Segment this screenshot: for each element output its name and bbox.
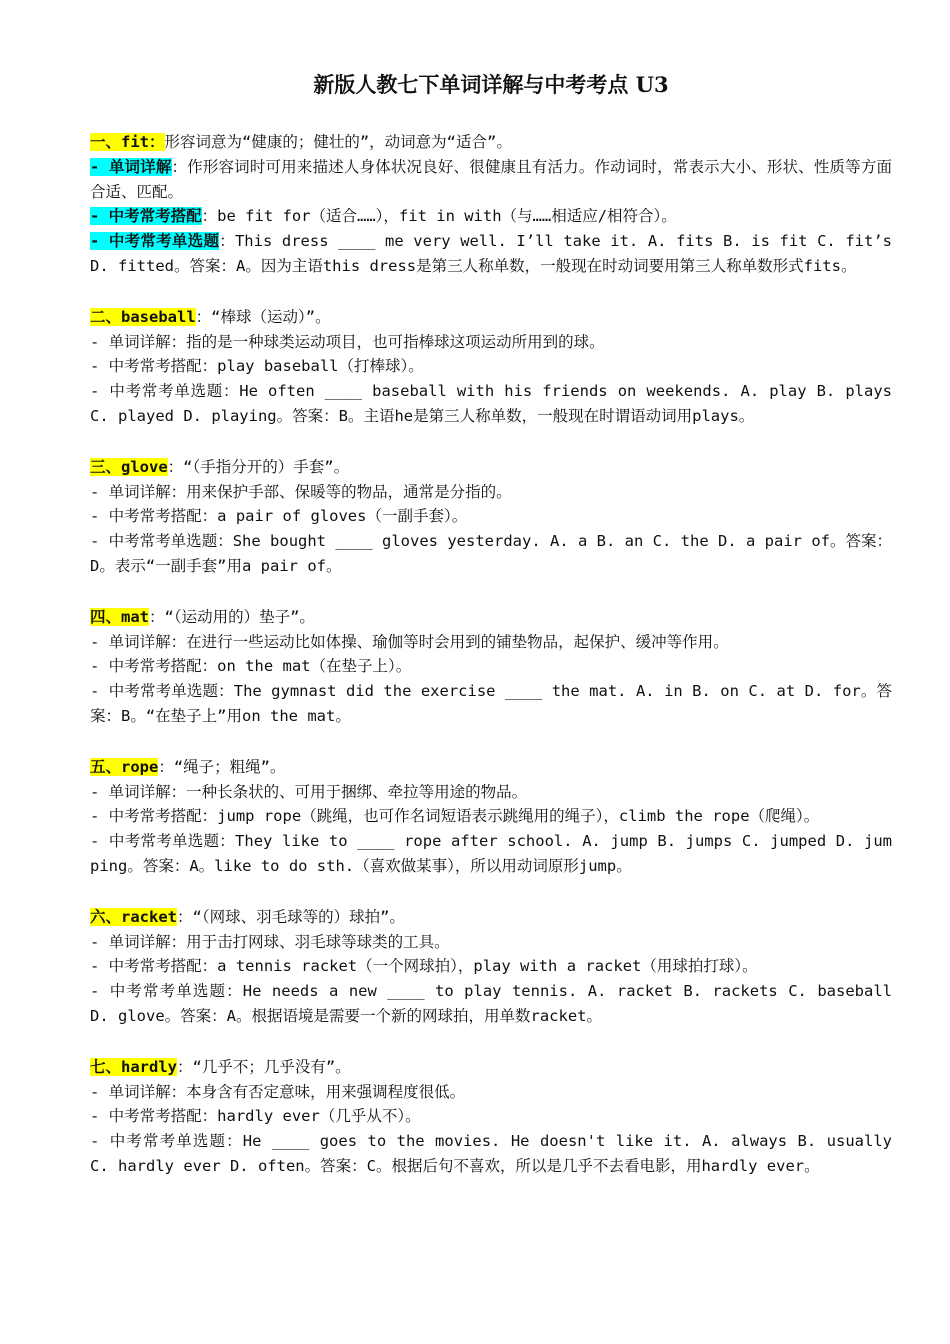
entry-collocation: - 中考常考搭配：on the mat（在垫子上）。 (90, 657, 412, 676)
entry-meaning: ：“（网球、羽毛球等的）球拍”。 (177, 907, 405, 926)
entry-collocation: - 中考常考搭配：play baseball（打棒球）。 (90, 357, 424, 376)
entry-rope (90, 755, 892, 879)
entry-question: - 中考常考单选题：He ____ goes to the movies. He doesn't like it. A. always B. usually C. hardly ever D. often。答案：C。根据后句不喜欢，所以是几乎不去看电影，用hardly ever。 (90, 1132, 892, 1175)
entry-mat (90, 605, 892, 729)
entry-heading (90, 305, 892, 330)
entry-glove (90, 455, 892, 579)
entry-fit (90, 130, 892, 279)
entry-meaning: ：“绳子；粗绳”。 (158, 757, 286, 776)
detail-label: - 单词详解 (90, 157, 172, 176)
entry-question: - 中考常考单选题：They like to ____ rope after school. A. jump B. jumps C. jumped D. jumping。答案：A。like to do sth.（喜欢做某事），所以用动词原形jump。 (90, 832, 892, 875)
entry-collocation: - 中考常考搭配：a tennis racket（一个网球拍），play with a racket（用球拍打球）。 (90, 957, 758, 976)
entry-word: 五、rope (90, 757, 159, 776)
entry-heading (90, 755, 892, 780)
entry-word: 三、glove (90, 457, 168, 476)
entry-word: 一、fit： (90, 133, 165, 151)
question-text: ：This dress ____ me very well. I’ll take it. A. fits B. is fit C. fit’s D. fitted。答案：A。因为主语this dress是第三人称单数，一般现在时动词要用第三人称单数形式fits。 (90, 232, 892, 275)
question-label: - 中考常考单选题 (90, 232, 220, 251)
entry-collocation: - 中考常考搭配：jump rope（跳绳，也可作名词短语表示跳绳用的绳子），climb the rope（爬绳）。 (90, 807, 820, 826)
document-title: 新版人教七下单词详解与中考考点 U3 (313, 72, 669, 97)
entry-word: 二、baseball (90, 307, 196, 326)
entry-detail: - 单词详解：在进行一些运动比如体操、瑜伽等时会用到的铺垫物品，起保护、缓冲等作用。 (90, 632, 729, 651)
entry-question: - 中考常考单选题：She bought ____ gloves yesterday. A. a B. an C. the D. a pair of。答案：D。表示“一副手套”用a pair of。 (90, 532, 892, 575)
entry-question (90, 229, 892, 279)
entry-meaning: ：“（手指分开的）手套”。 (167, 457, 350, 476)
detail-text: ：作形容词时可用来描述人身体状况良好、很健康且有活力。作动词时，常表示大小、形状、性质等方面合适、匹配。 (90, 157, 892, 201)
entry-heading (90, 130, 892, 155)
collocation-label: - 中考常考搭配 (90, 207, 202, 226)
entry-heading (90, 605, 892, 630)
entry-heading (90, 905, 892, 930)
entry-meaning: ：“棒球（运动）”。 (195, 307, 331, 326)
entry-detail: - 单词详解：本身含有否定意味，用来强调程度很低。 (90, 1082, 466, 1101)
entry-heading (90, 1055, 892, 1080)
entry-detail: - 单词详解：一种长条状的、可用于捆绑、牵拉等用途的物品。 (90, 782, 528, 801)
entry-detail: - 单词详解：用于击打网球、羽毛球等球类的工具。 (90, 932, 450, 951)
entry-collocation: - 中考常考搭配：a pair of gloves（一副手套）。 (90, 507, 468, 526)
entry-word: 七、hardly (90, 1057, 177, 1076)
entry-heading (90, 455, 892, 480)
entry-detail: - 单词详解：用来保护手部、保暖等的物品，通常是分指的。 (90, 482, 512, 501)
entry-meaning: ：“几乎不；几乎没有”。 (177, 1057, 351, 1076)
entry-detail (90, 155, 892, 205)
entry-collocation: - 中考常考搭配：hardly ever（几乎从不）。 (90, 1107, 421, 1126)
entry-meaning: 形容词意为“健康的；健壮的”，动词意为“适合”。 (164, 133, 512, 151)
entry-question: - 中考常考单选题：He often ____ baseball with his friends on weekends. A. play B. plays C. played D. playing。答案：B。主语he是第三人称单数，一般现在时谓语动词用plays。 (90, 382, 892, 425)
collocation-text: ：be fit for（适合……），fit in with（与……相适应/相符合）。 (201, 207, 677, 226)
entry-word: 四、mat (90, 607, 149, 626)
document-page (90, 68, 892, 1205)
entry-racket (90, 905, 892, 1029)
entry-collocation (90, 204, 892, 229)
entry-baseball (90, 305, 892, 429)
entry-word: 六、racket (90, 907, 177, 926)
entry-hardly (90, 1055, 892, 1179)
entry-detail: - 单词详解：指的是一种球类运动项目，也可指棒球这项运动所用到的球。 (90, 332, 605, 351)
entry-question: - 中考常考单选题：He needs a new ____ to play tennis. A. racket B. rackets C. baseball D. glove。答案：A。根据语境是需要一个新的网球拍，用单数racket。 (90, 982, 892, 1025)
entry-question: - 中考常考单选题：The gymnast did the exercise ____ the mat. A. in B. on C. at D. for。答案：B。“在垫子上”用on the mat。 (90, 682, 892, 725)
entry-meaning: ：“（运动用的）垫子”。 (149, 607, 315, 626)
